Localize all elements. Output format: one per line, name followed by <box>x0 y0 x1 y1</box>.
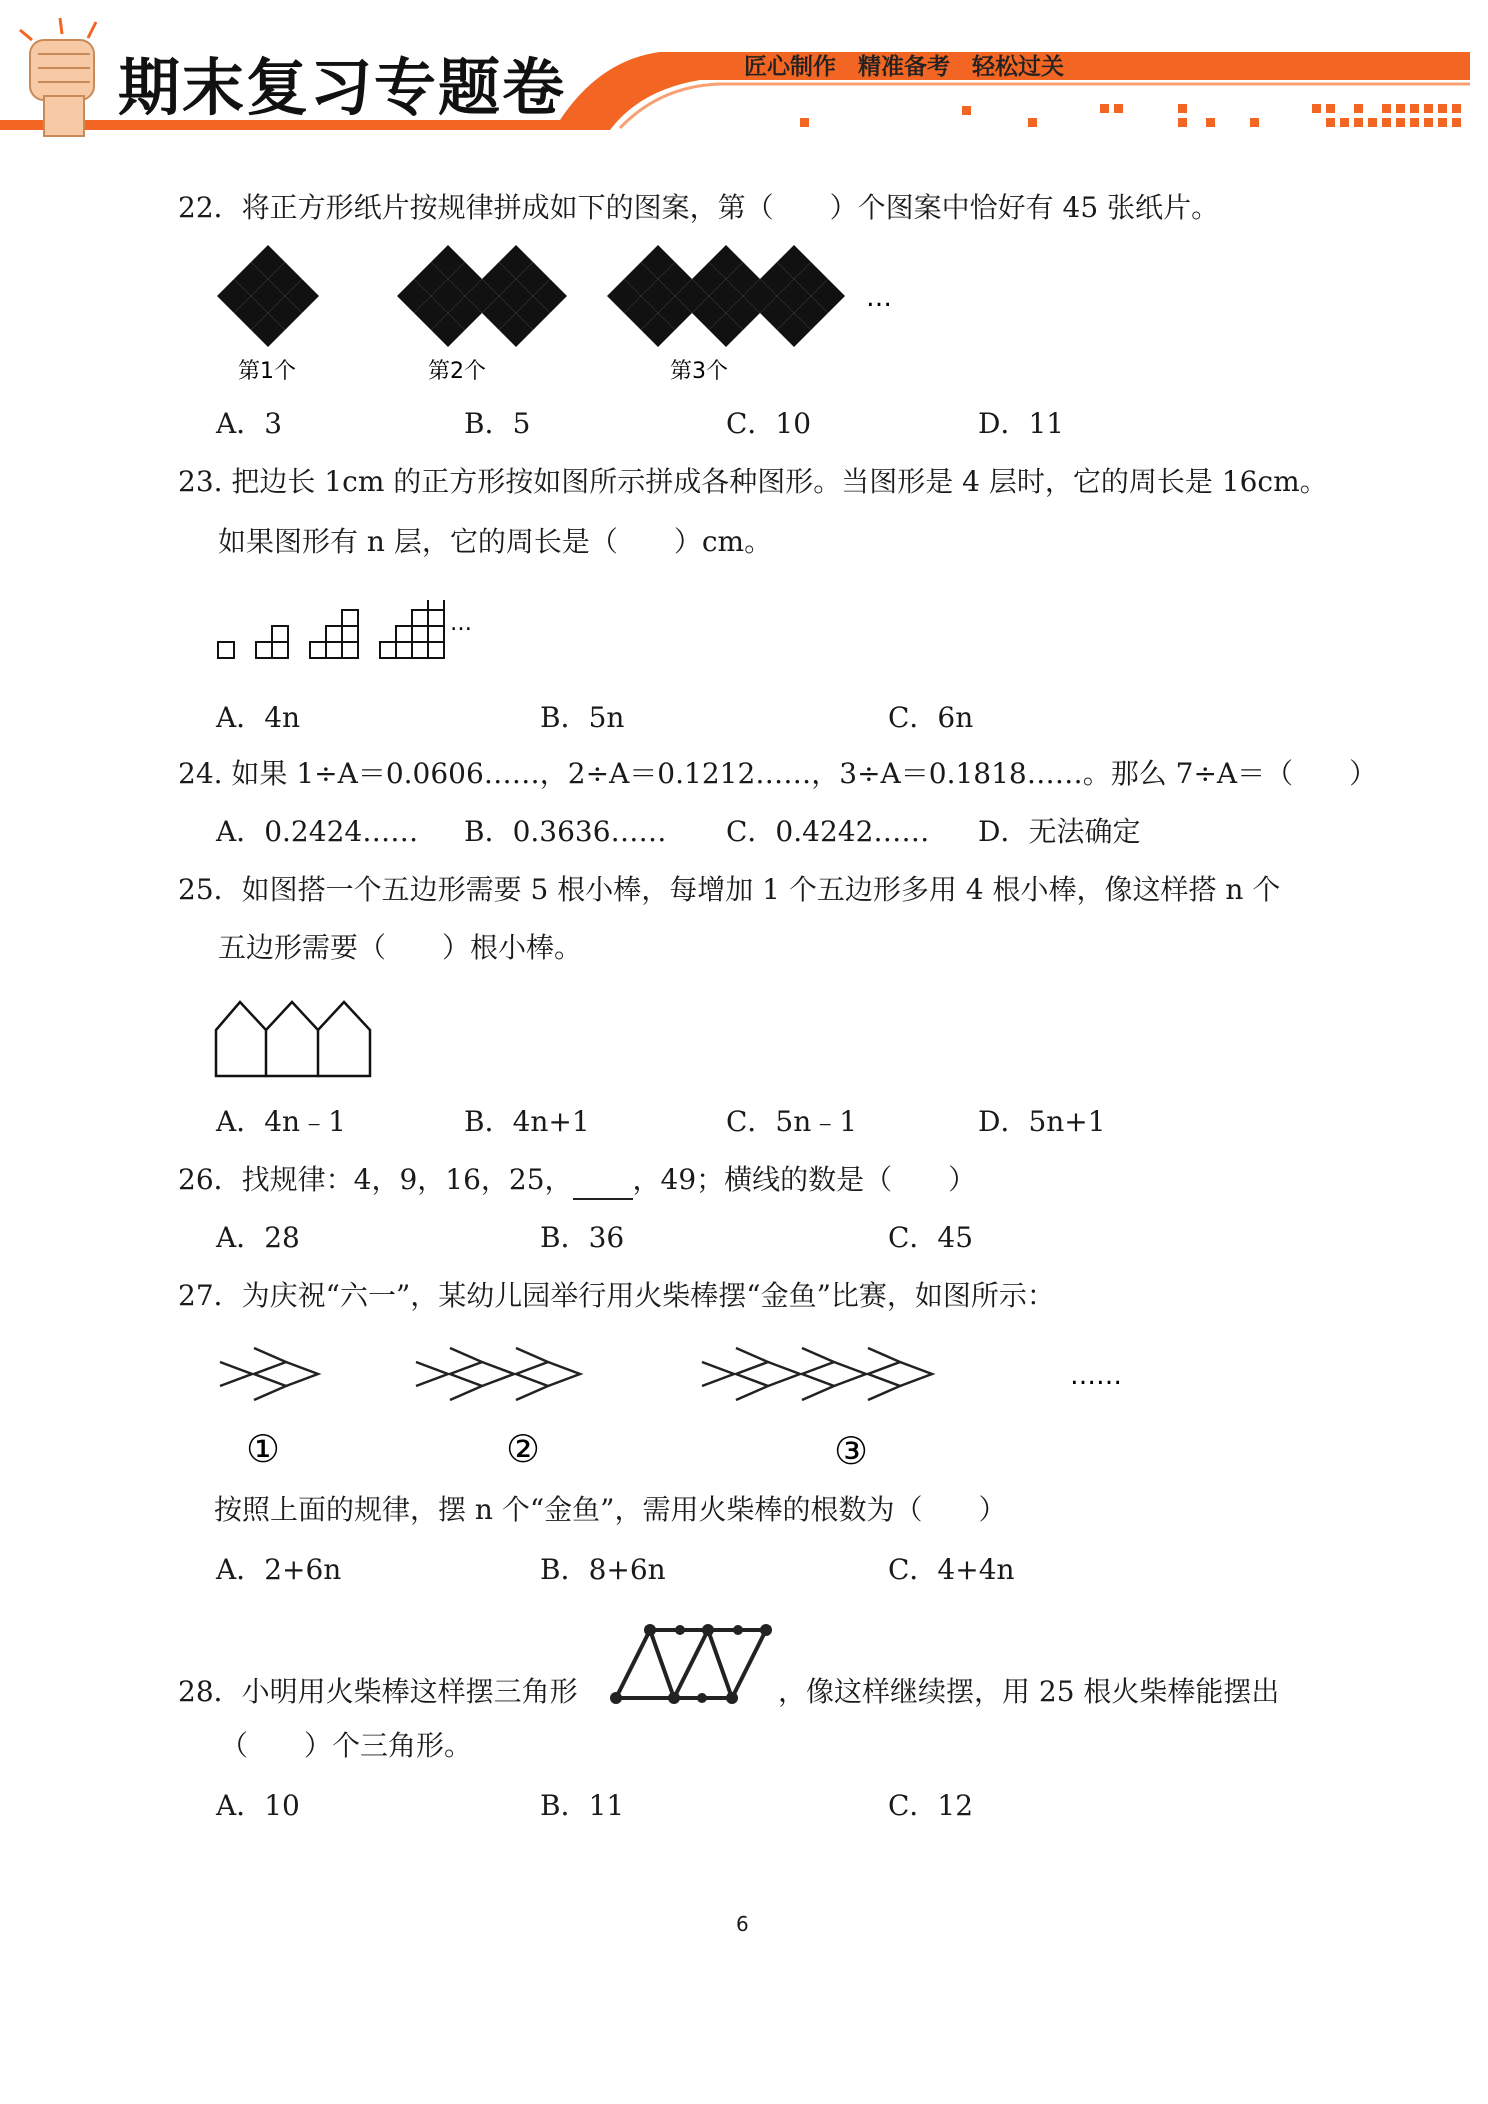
q23-stem-line2: 如果图形有 n 层，它的周长是（ ）cm。 <box>218 525 773 558</box>
q23-stem-line1: 23. 把边长 1cm 的正方形按如图所示拼成各种图形。当图形是 4 层时，它的周长是 16cm。 <box>178 465 1328 498</box>
q25-figure <box>212 996 392 1078</box>
q22-option-c: C．10 <box>726 407 812 440</box>
q22-label-1: 第1个 <box>238 359 296 384</box>
q27-label-1: ① <box>246 1427 281 1471</box>
q25-stem-line1: 25．如图搭一个五边形需要 5 根小棒，每增加 1 个五边形多用 4 根小棒，像这样搭 n 个 <box>178 873 1281 906</box>
q28-stem-line2: （ ）个三角形。 <box>220 1729 473 1762</box>
q25-option-b: B．4n+1 <box>464 1105 590 1138</box>
q22-option-d: D．11 <box>978 407 1065 440</box>
q27-option-c: C．4+4n <box>888 1553 1015 1586</box>
q27-stem: 27．为庆祝“六一”，某幼儿园举行用火柴棒摆“金鱼”比赛，如图所示： <box>178 1279 1055 1312</box>
q23-option-a: A．4n <box>216 701 301 734</box>
q27-label-3: ③ <box>834 1429 869 1473</box>
q24-stem: 24. 如果 1÷A＝0.0606……，2÷A＝0.1212……，3÷A＝0.1818……。那么 7÷A＝（ ） <box>178 757 1378 790</box>
q23-ellipsis: … <box>450 611 472 636</box>
q27-figure <box>210 1340 1190 1480</box>
q28-option-c: C．12 <box>888 1789 974 1822</box>
q22-figure <box>210 240 910 390</box>
q28-stem-before: 28．小明用火柴棒这样摆三角形 <box>178 1675 578 1708</box>
q25-option-d: D．5n+1 <box>978 1105 1106 1138</box>
page-header <box>0 0 1488 140</box>
q26-option-a: A．28 <box>216 1221 300 1254</box>
q24-option-b: B．0.3636…… <box>464 815 667 848</box>
q22-label-2: 第2个 <box>428 359 486 384</box>
q26-stem <box>178 1160 976 1200</box>
q23-option-c: C．6n <box>888 701 974 734</box>
q26-option-b: B．36 <box>540 1221 625 1254</box>
q24-option-a: A．0.2424…… <box>216 815 419 848</box>
q27-option-a: A．2+6n <box>216 1553 342 1586</box>
fist-icon <box>20 18 96 136</box>
decorative-squares <box>800 104 1461 127</box>
q25-stem-line2: 五边形需要（ ）根小棒。 <box>218 931 583 964</box>
q22-stem: 22．将正方形纸片按规律拼成如下的图案，第（ ）个图案中恰好有 45 张纸片。 <box>178 191 1220 224</box>
q26-blank <box>573 1170 633 1200</box>
q28-option-a: A．10 <box>216 1789 300 1822</box>
q25-option-a: A．4n﹣1 <box>216 1105 346 1138</box>
header-slogan: 匠心制作 精准备考 轻松过关 <box>744 54 1065 80</box>
q23-figure <box>214 600 494 672</box>
q22-option-b: B．5 <box>464 407 531 440</box>
q25-option-c: C．5n﹣1 <box>726 1105 858 1138</box>
q24-option-c: C．0.4242…… <box>726 815 930 848</box>
page-number: 6 <box>736 1912 749 1936</box>
q26-option-c: C．45 <box>888 1221 974 1254</box>
q27-ellipsis: …… <box>1070 1361 1122 1391</box>
q22-pattern-1 <box>217 245 319 347</box>
q27-stem-line2: 按照上面的规律，摆 n 个“金鱼”，需用火柴棒的根数为（ ） <box>214 1493 1007 1526</box>
q22-ellipsis: … <box>866 283 892 313</box>
q22-pattern-3 <box>607 245 845 347</box>
q23-option-b: B．5n <box>540 701 625 734</box>
q22-option-a: A．3 <box>216 407 283 440</box>
q26-stem-after: ，49；横线的数是（ ） <box>632 1163 977 1196</box>
header-title: 期末复习专题卷 <box>118 51 567 124</box>
q27-label-2: ② <box>506 1427 541 1471</box>
q22-label-3: 第3个 <box>670 359 728 384</box>
q28-stem-after: ，像这样继续摆，用 25 根火柴棒能摆出 <box>778 1675 1280 1708</box>
q27-option-b: B．8+6n <box>540 1553 666 1586</box>
q22-pattern-2 <box>397 245 567 347</box>
q28-option-b: B．11 <box>540 1789 625 1822</box>
q26-stem-before: 26．找规律：4，9，16，25， <box>178 1163 573 1196</box>
q24-option-d: D．无法确定 <box>978 815 1141 848</box>
q28-figure <box>608 1616 778 1716</box>
